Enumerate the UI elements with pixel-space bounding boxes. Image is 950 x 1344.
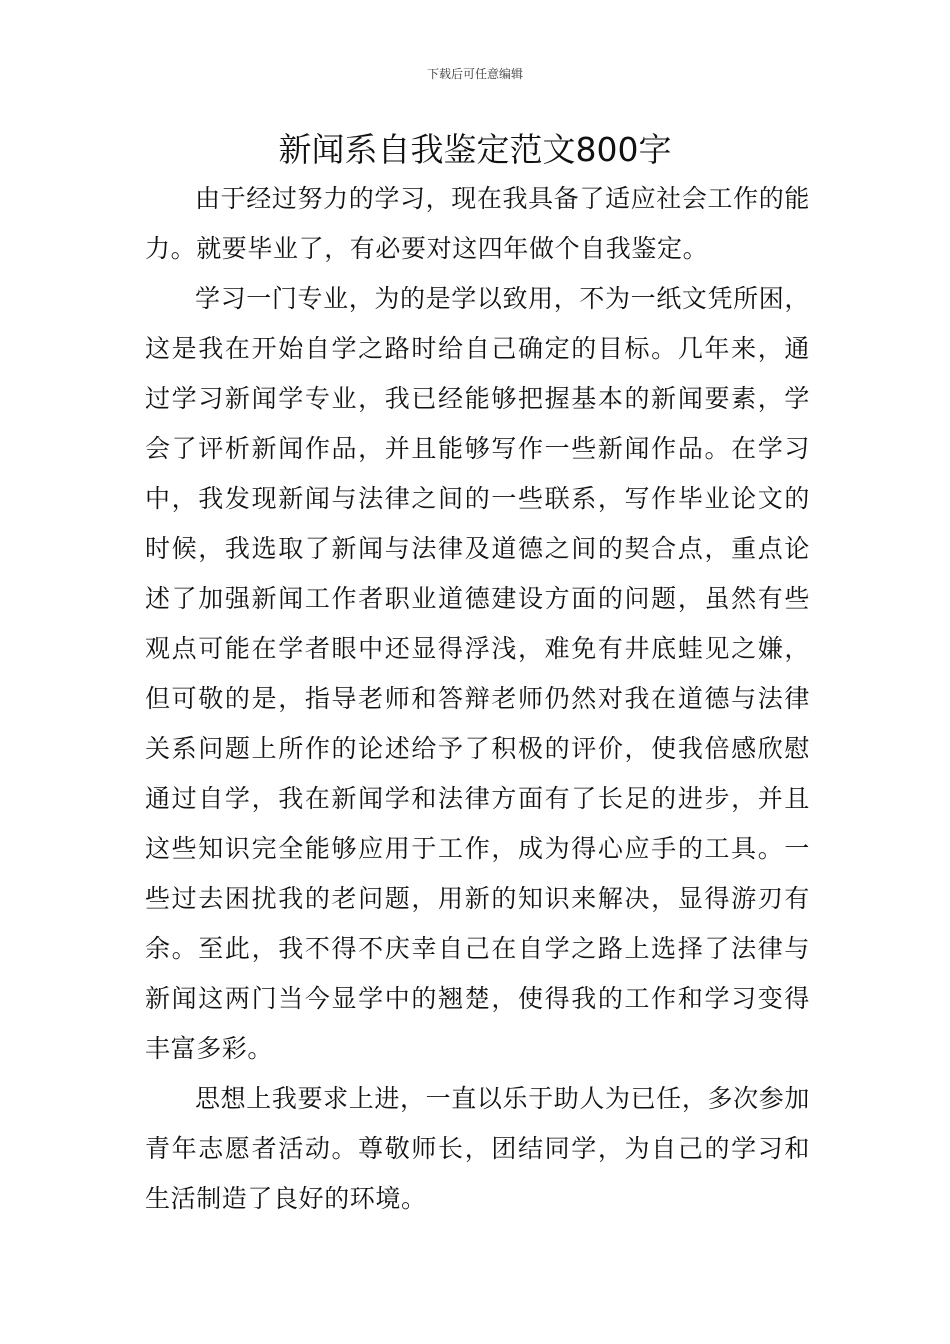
paragraph-thought: 思想上我要求上进，一直以乐于助人为已任，多次参加青年志愿者活动。尊敬师长，团结同学，为自己的学习和生活制造了良好的环境。 — [145, 1084, 810, 1213]
document-title: 新闻系自我鉴定范文800字 — [278, 130, 672, 169]
document-body — [145, 174, 810, 1224]
paragraph-intro: 由于经过努力的学习，现在我具备了适应社会工作的能力。就要毕业了，有必要对这四年做个自我鉴定。 — [145, 184, 810, 263]
paragraph-study: 学习一门专业，为的是学以致用，不为一纸文凭所困，这是我在开始自学之路时给自己确定的目标。几年来，通过学习新闻学专业，我已经能够把握基本的新闻要素，学会了评析新闻作品，并且能够写作一些新闻作品。在学习中，我发现新闻与法律之间的一些联系，写作毕业论文的时候，我选取了新闻与法律及道德之间的契合点，重点论述了加强新闻工作者职业道德建设方面的问题，虽然有些观点可能在学者眼中还显得浮浅，难免有井底蛙见之嫌，但可敬的是，指导老师和答辩老师仍然对我在道德与法律关系问题上所作的论述给予了积极的评价，使我倍感欣慰通过自学，我在新闻学和法律方面有了长足的进步，并且这些知识完全能够应用于工作，成为得心应手的工具。一些过去困扰我的老问题，用新的知识来解决，显得游刃有余。至此，我不得不庆幸自己在自学之路上选择了法律与新闻这两门当今显学中的翘楚，使得我的工作和学习变得丰富多彩。 — [145, 284, 810, 1063]
page-header-note: 下载后可任意编辑 — [426, 67, 523, 81]
